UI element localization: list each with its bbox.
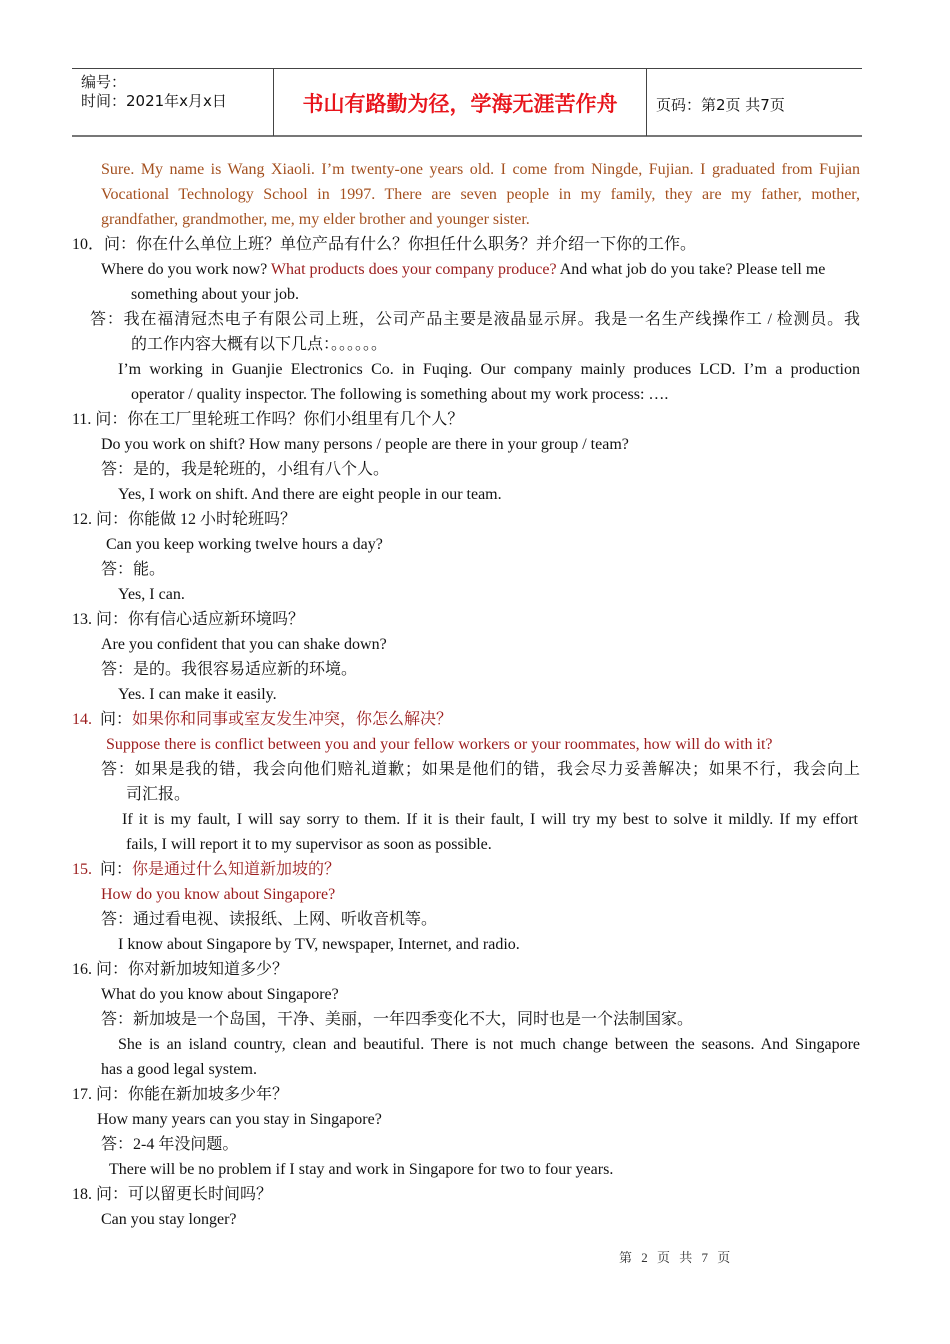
intro-line: grandfather, grandmother, me, my elder brother and younger sister. xyxy=(101,211,530,228)
question-17-zh: 17. 问：你能在新加坡多少年？ xyxy=(72,1086,289,1103)
header-motto: 书山有路勤为径，学海无涯苦作舟 xyxy=(302,92,618,116)
answer-16-zh: 答：新加坡是一个岛国，干净、美丽，一年四季变化不大，同时也是一个法制国家。 xyxy=(101,1011,694,1028)
header-bottom-rule xyxy=(72,135,862,137)
question-12-zh: 12. 问：你能做 12 小时轮班吗？ xyxy=(72,511,297,528)
answer-17-en: There will be no problem if I stay and work in Singapore for two to four years. xyxy=(109,1161,614,1178)
intro-line: Vocational Technology School in 1997. There are seven people in my family, they are my father, mother, xyxy=(101,186,860,203)
answer-15-zh: 答：通过看电视、读报纸、上网、听收音机等。 xyxy=(101,911,438,928)
question-14-en: Suppose there is conflict between you and your fellow workers or your roommates, how will do with it? xyxy=(106,736,773,753)
answer-13-zh: 答：是的。我很容易适应新的环境。 xyxy=(101,661,358,678)
question-13-en: Are you confident that you can shake down? xyxy=(101,636,387,653)
page-footer: 第 2 页 共 7 页 xyxy=(619,1250,734,1265)
question-18-en: Can you stay longer? xyxy=(101,1211,237,1228)
question-10-en xyxy=(101,260,825,280)
question-number: 15. xyxy=(72,861,92,878)
answer-12-zh: 答：能。 xyxy=(101,561,166,578)
serial-label: 编号： xyxy=(81,73,127,91)
answer-13-en: Yes. I can make it easily. xyxy=(118,686,277,703)
answer-14-en: If it is my fault, I will say sorry to them. If it is their fault, I will try my best to solve it mildly. If my effort xyxy=(122,811,858,828)
highlighted-text: What products does your company produce? xyxy=(270,261,557,278)
question-label: 问： xyxy=(92,711,133,728)
question-16-en: What do you know about Singapore? xyxy=(101,986,339,1003)
answer-10-en-cont: operator / quality inspector. The following is something about my work process: …. xyxy=(131,386,669,403)
question-15-zh xyxy=(72,860,340,880)
answer-10-zh-cont: 的工作内容大概有以下几点：。。。。。。 xyxy=(131,336,388,353)
question-number: 14. xyxy=(72,711,92,728)
question-label: 问： xyxy=(92,861,133,878)
question-11-zh: 11. 问：你在工厂里轮班工作吗？你们小组里有几个人？ xyxy=(72,411,464,428)
date-label: 时间：2021年x月x日 xyxy=(81,92,227,110)
question-17-en: How many years can you stay in Singapore? xyxy=(97,1111,382,1128)
question-13-zh: 13. 问：你有信心适应新环境吗？ xyxy=(72,611,305,628)
header-top-rule xyxy=(72,68,862,69)
text: And what job do you take? Please tell me xyxy=(556,261,826,278)
question-12-en: Can you keep working twelve hours a day? xyxy=(106,536,383,553)
question-18-zh: 18. 问：可以留更长时间吗？ xyxy=(72,1186,273,1203)
question-16-zh: 16. 问：你对新加坡知道多少？ xyxy=(72,961,289,978)
answer-11-en: Yes, I work on shift. And there are eight people in our team. xyxy=(118,486,502,503)
question-10-zh: 10．问：你在什么单位上班？单位产品有什么？你担任什么职务？并介绍一下你的工作。 xyxy=(72,236,697,253)
intro-line: Sure. My name is Wang Xiaoli. I’m twenty-one years old. I come from Ningde, Fujian. I graduated from Fujian xyxy=(101,161,860,178)
question-text: 如果你和同事或室友发生冲突，你怎么解决？ xyxy=(132,711,453,728)
answer-10-zh: 答：我在福清冠杰电子有限公司上班，公司产品主要是液晶显示屏。我是一名生产线操作工 / 检测员。我 xyxy=(90,311,860,328)
answer-14-en-cont: fails, I will report it to my supervisor as soon as possible. xyxy=(126,836,492,853)
header-divider xyxy=(646,69,647,136)
question-14-zh xyxy=(72,710,452,730)
question-15-en: How do you know about Singapore? xyxy=(101,886,336,903)
answer-12-en: Yes, I can. xyxy=(118,586,185,603)
answer-11-zh: 答：是的，我是轮班的，小组有八个人。 xyxy=(101,461,390,478)
answer-14-zh-cont: 司汇报。 xyxy=(126,786,191,803)
answer-15-en: I know about Singapore by TV, newspaper, Internet, and radio. xyxy=(118,936,520,953)
page-info: 页码：第2页 共7页 xyxy=(656,96,785,114)
answer-16-en: She is an island country, clean and beautiful. There is not much change between the seasons. And Singapore xyxy=(118,1036,860,1053)
answer-10-en: I’m working in Guanjie Electronics Co. in Fuqing. Our company mainly produces LCD. I’m a production xyxy=(118,361,860,378)
answer-14-zh: 答：如果是我的错，我会向他们赔礼道歉；如果是他们的错，我会尽力妥善解决；如果不行，我会向上 xyxy=(101,761,860,778)
question-11-en: Do you work on shift? How many persons / people are there in your group / team? xyxy=(101,436,629,453)
answer-17-zh: 答：2-4 年没问题。 xyxy=(101,1136,239,1153)
question-10-en-cont: something about your job. xyxy=(131,286,299,303)
answer-16-en-cont: has a good legal system. xyxy=(101,1061,257,1078)
question-text: 你是通过什么知道新加坡的？ xyxy=(132,861,341,878)
text: Where do you work now? xyxy=(101,261,271,278)
